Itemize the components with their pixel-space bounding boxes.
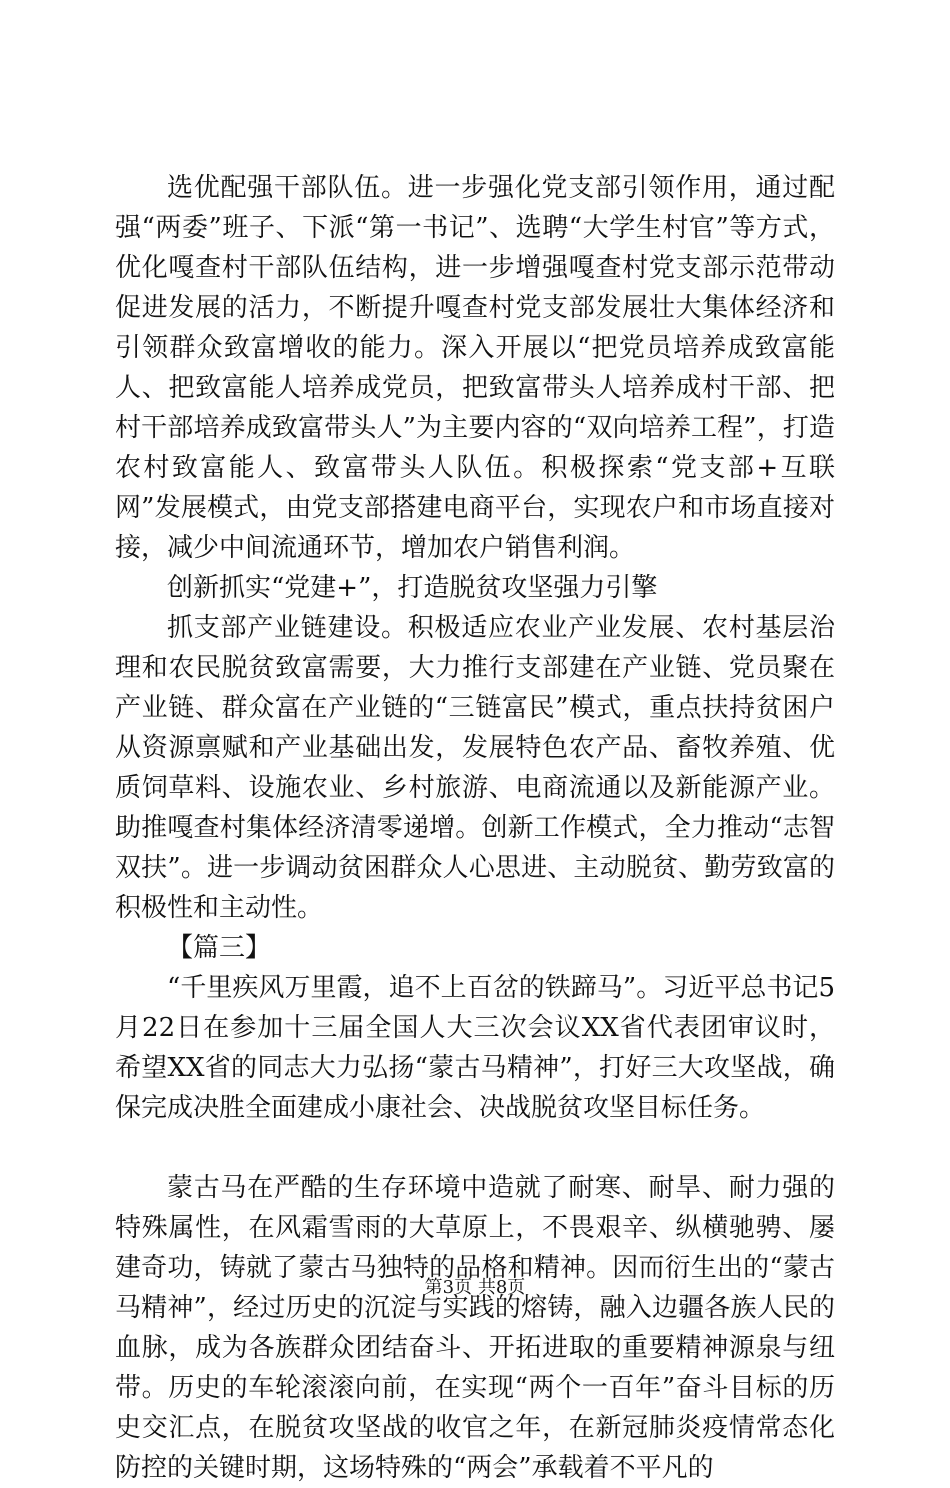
section-heading-party-building: 创新抓实“党建+”，打造脱贫攻坚强力引擎 bbox=[167, 573, 658, 603]
paragraph-mongolian-horse-spirit: 蒙古马在严酷的生存环境中造就了耐寒、耐旱、耐力强的特殊属性，在风霜雪雨的大草原上，不畏艰辛、纵横驰骋、屡建奇功，铸就了蒙古马独特的品格和精神。因而衍生出的“蒙古马精神”，经过历史的沉淀与实践的熔铸，融入边疆各族人民的血脉，成为各族群众团结奋斗、开拓进取的重要精神源泉与纽带。历史的车轮滚滚向前，在实现“两个一百年”奋斗目标的历史交汇点，在脱贫攻坚战的收官之年，在新冠肺炎疫情常态化防控的关键时期，这场特殊的“两会”承载着不平凡的 bbox=[115, 1173, 835, 1483]
paragraph-industry-chain: 抓支部产业链建设。积极适应农业产业发展、农村基层治理和农民脱贫致富需要，大力推行支部建在产业链、党员聚在产业链、群众富在产业链的“三链富民”模式，重点扶持贫困户从资源禀赋和产业基础出发，发展特色农产品、畜牧养殖、优质饲草料、设施农业、乡村旅游、电商流通以及新能源产业。助推嘎查村集体经济清零递增。创新工作模式，全力推动“志智双扶”。进一步调动贫困群众人心思进、主动脱贫、勤劳致富的积极性和主动性。 bbox=[115, 613, 835, 923]
section-heading-part-three: 【篇三】 bbox=[167, 933, 272, 963]
page-footer: 第3页 共8页 bbox=[424, 1277, 526, 1298]
paragraph-cadre-team: 选优配强干部队伍。进一步强化党支部引领作用，通过配强“两委”班子、下派“第一书记”、选聘“大学生村官”等方式，优化嘎查村干部队伍结构，进一步增强嘎查村党支部示范带动促进发展的活力，不断提升嘎查村党支部发展壮大集体经济和引领群众致富增收的能力。深入开展以“把党员培养成致富能人、把致富能人培养成党员，把致富带头人培养成村干部、把村干部培养成致富带头人”为主要内容的“双向培养工程”，打造农村致富能人、致富带头人队伍。积极探索“党支部+互联网”发展模式，由党支部搭建电商平台，实现农户和市场直接对接，减少中间流通环节，增加农户销售利润。 bbox=[115, 173, 835, 563]
paragraph-quote-speech: “千里疾风万里霞，追不上百岔的铁蹄马”。习近平总书记5月22日在参加十三届全国人大三次会议XX省代表团审议时，希望XX省的同志大力弘扬“蒙古马精神”，打好三大攻坚战，确保完成决胜全面建成小康社会、决战脱贫攻坚目标任务。 bbox=[115, 973, 835, 1123]
